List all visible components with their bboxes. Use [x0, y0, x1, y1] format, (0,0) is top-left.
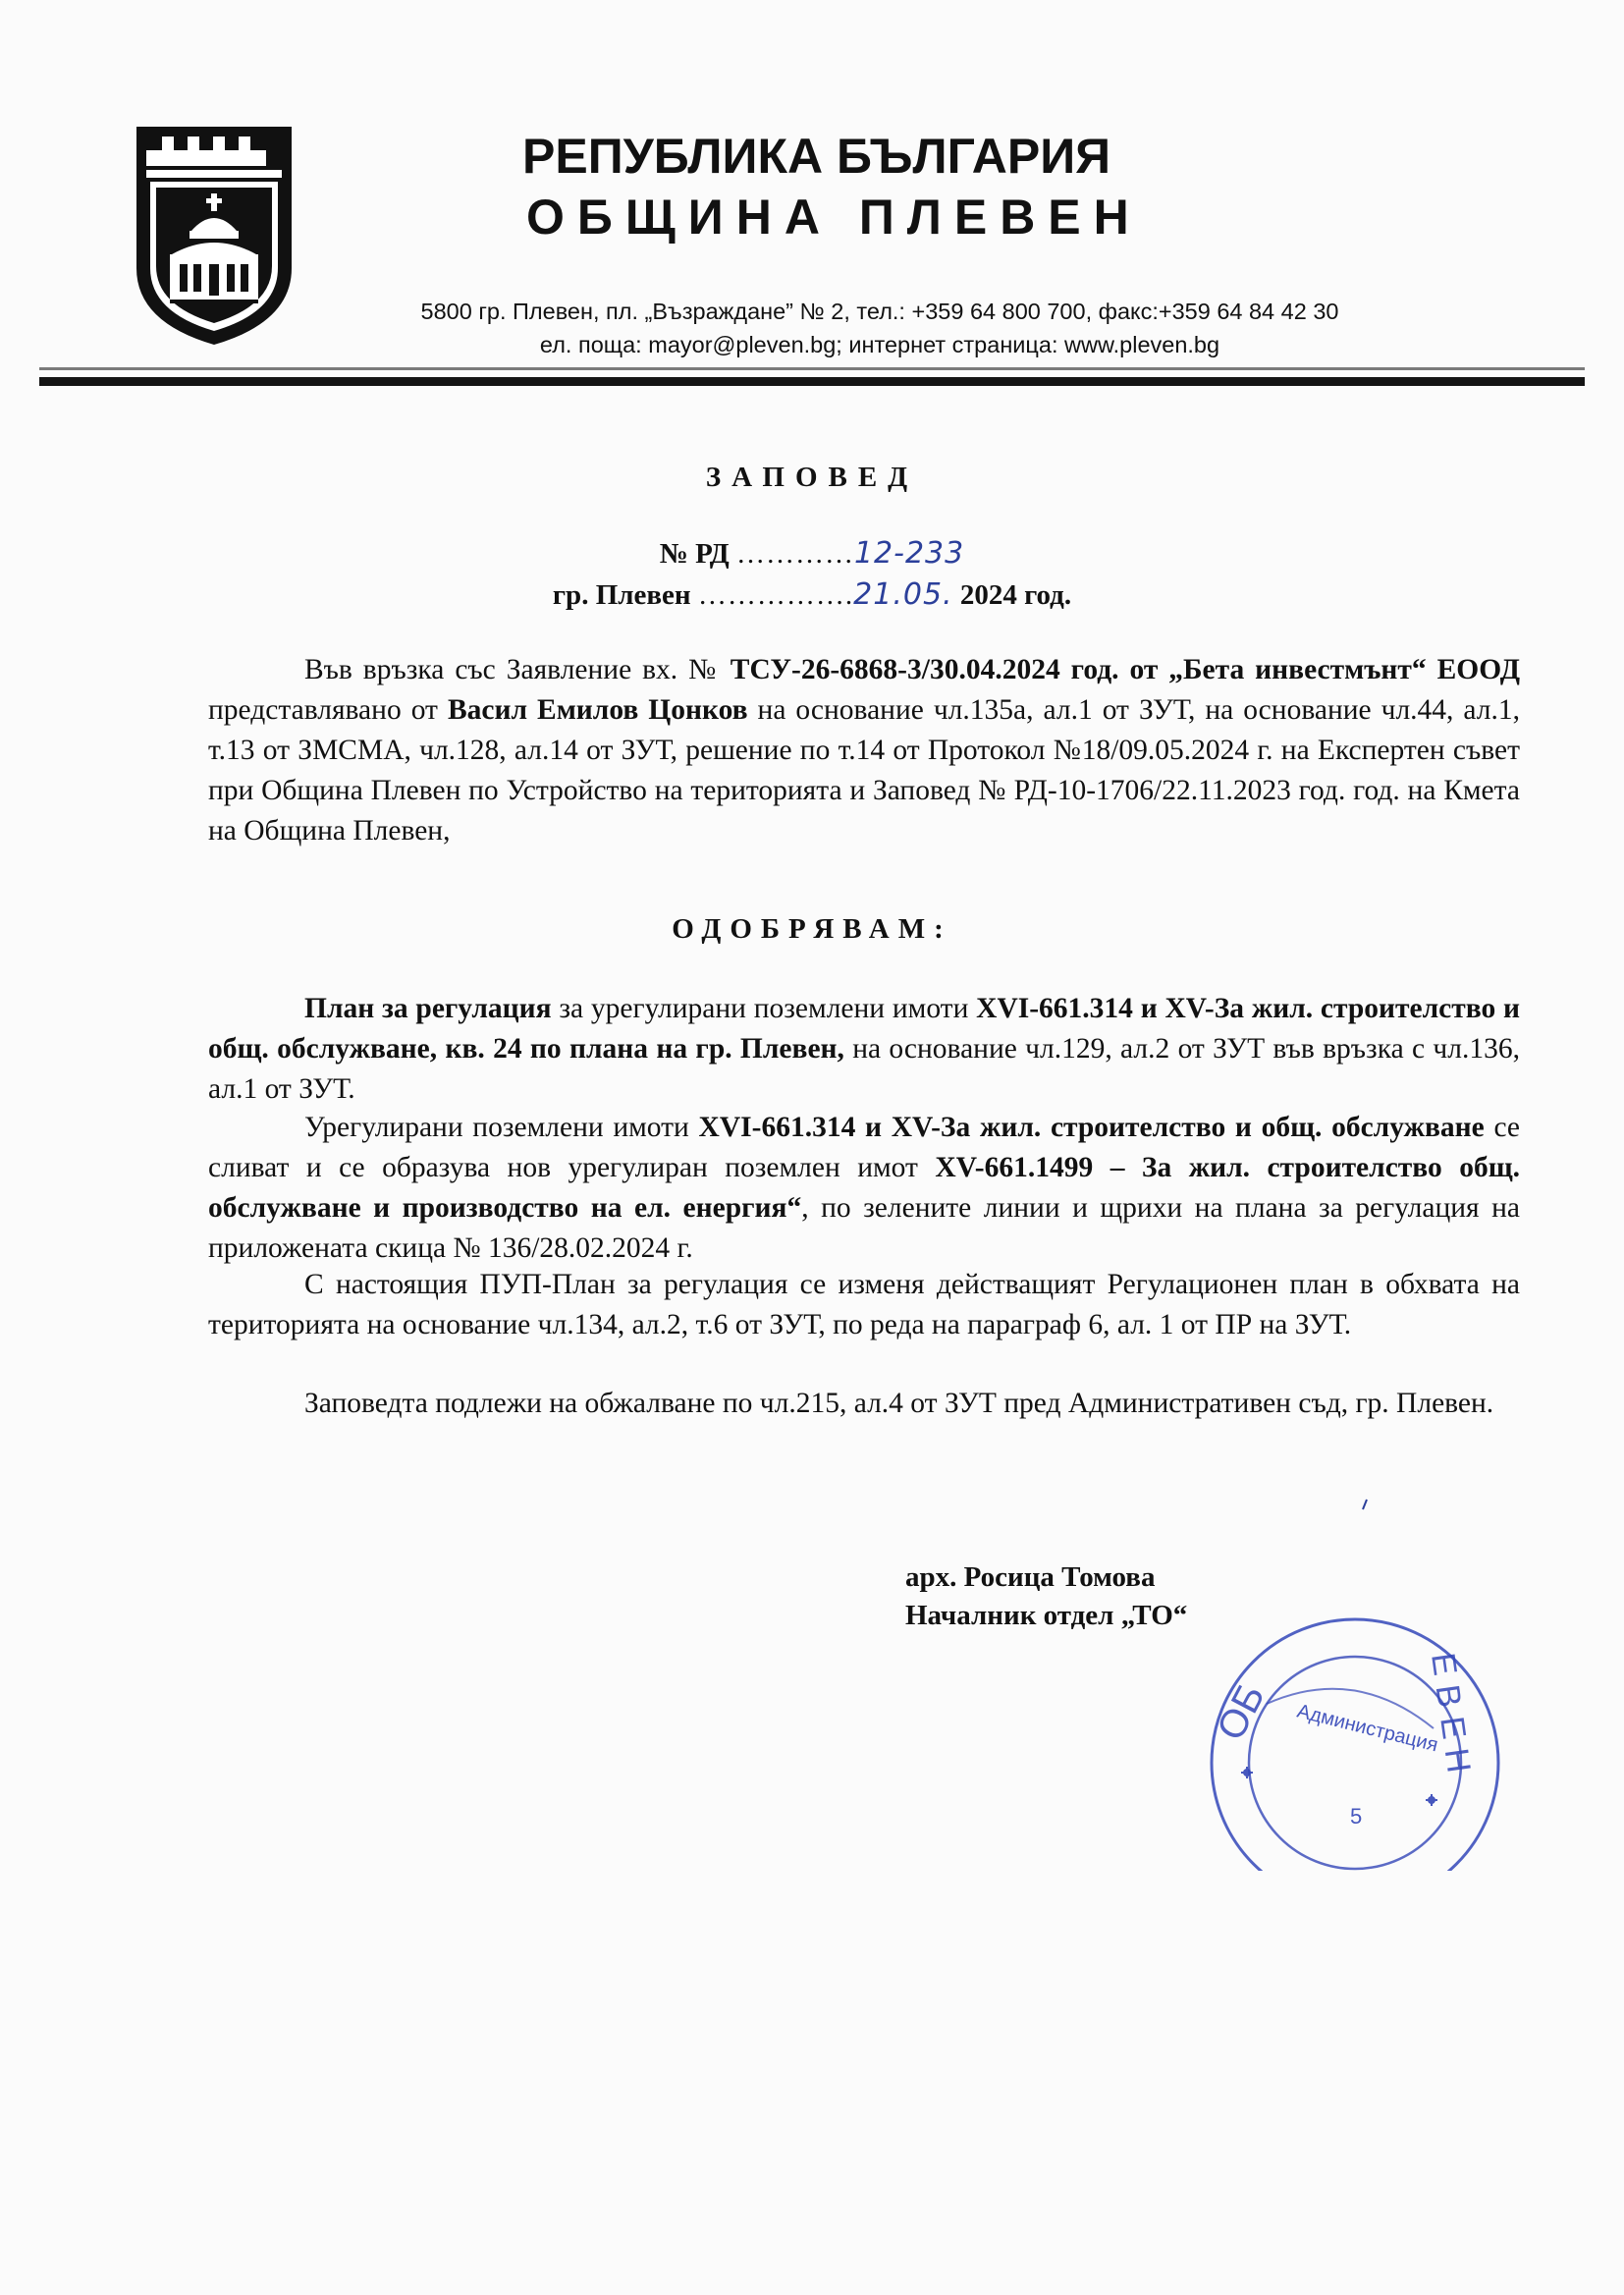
application-reference: ТСУ-26-6868-3/30.04.2024 год. от „Бета инвестмънт“ ЕООД — [730, 654, 1520, 685]
plan-paragraph — [208, 989, 1520, 1110]
letterhead-country: РЕПУБЛИКА БЪЛГАРИЯ — [522, 129, 1111, 184]
stamp-center-text: Администрация — [1294, 1700, 1440, 1757]
letterhead-divider-thick — [39, 377, 1585, 386]
merge-paragraph — [208, 1108, 1520, 1269]
letterhead-title — [522, 126, 1229, 247]
pleven-coat-of-arms-icon — [131, 121, 298, 349]
order-year: 2024 год. — [959, 579, 1072, 611]
stamp-arc-text: ОБ — [1209, 1676, 1273, 1748]
text-run: представлявано от — [208, 694, 448, 726]
letterhead-municipality: ОБЩИНА ПЛЕВЕН — [526, 190, 1142, 245]
letterhead-address-line: 5800 гр. Плевен, пл. „Възраждане” № 2, тел.: +359 64 800 700, факс:+359 64 84 42 30 — [420, 299, 1339, 324]
new-property: XV-661.1499 – За жил. строителство общ. обслужване и производство на ел. енергия“ — [208, 1152, 1521, 1224]
stamp-number: 5 — [1350, 1804, 1363, 1829]
property-identifiers: XVI-661.314 и XV-За жил. строителство и общ. обслужване, кв. 24 по плана на гр. Плевен, — [208, 993, 1520, 1065]
text-run: се сливат и се образува нов урегулиран поземлен имот — [208, 1112, 1521, 1183]
stamp-right-text: ЕВЕН — [1424, 1650, 1480, 1785]
order-date-dots: ……………. — [697, 579, 854, 611]
appeal-paragraph: Заповедта подлежи на обжалване по чл.215, ал.4 от ЗУТ пред Административен съд, гр. Плевен. — [304, 1388, 1494, 1419]
representative-name: Васил Емилов Цонков — [447, 694, 748, 726]
text-run: на основание чл.129, ал.2 от ЗУТ във връзка с чл.136, ал.1 от ЗУТ. — [208, 1033, 1520, 1105]
amendment-paragraph: С настоящия ПУП-План за регулация се изменя действащият Регулационен план в обхвата на територията на основание чл.134, ал.2, т.6 от ЗУТ, по реда на параграф 6, ал. 1 от ПР на ЗУТ. — [208, 1269, 1520, 1340]
text-run: Урегулирани поземлени имоти — [304, 1112, 699, 1143]
handwritten-order-date: 21.05. — [853, 577, 953, 612]
merged-properties: XVI-661.314 и XV-За жил. строителство и общ. обслужване — [698, 1112, 1485, 1143]
order-number-dots: ………… — [735, 538, 854, 570]
approve-heading: ОДОБРЯВАМ: — [672, 913, 952, 945]
order-number — [0, 536, 1624, 571]
letterhead-address — [320, 295, 1439, 361]
handwritten-order-number: 12-233 — [853, 536, 965, 571]
letterhead-contact-line: ел. поща: mayor@pleven.bg; интернет страница: www.pleven.bg — [539, 332, 1220, 357]
order-place: гр. Плевен — [552, 579, 691, 611]
text-run: за урегулирани поземлени имоти — [551, 993, 977, 1024]
preamble-paragraph — [208, 650, 1520, 851]
text-run: на основание чл.135а, ал.1 от ЗУТ, на основание чл.44, ал.1, т.13 от ЗМСМА, чл.128, ал.14 от ЗУТ, решение по т.14 от Протокол №18/09.05.2024 г. на Експертен съвет при Община Плевен по Устройство на територията и Заповед № РД-10-1706/22.11.2023 год. год. на Кмета на Община Плевен, — [208, 694, 1520, 847]
order-heading: ЗАПОВЕД — [705, 462, 919, 493]
plan-label: План за регулация — [304, 993, 552, 1024]
text-run: Във връзка със Заявление вх. № — [304, 654, 731, 685]
order-date — [0, 577, 1624, 612]
signatory-name: арх. Росица Томова — [905, 1561, 1156, 1593]
letterhead-divider-thin — [39, 367, 1585, 370]
text-run: , по зелените линии и щрихи на плана за регулация на приложената скица № 136/28.02.2024 г. — [208, 1192, 1521, 1264]
official-stamp — [1168, 1596, 1542, 1871]
signatory-position: Началник отдел „ТО“ — [905, 1600, 1188, 1631]
pen-mark-icon — [1361, 1499, 1369, 1510]
order-number-prefix: № РД — [659, 538, 730, 570]
stamp-star-icon — [1241, 1767, 1437, 1806]
